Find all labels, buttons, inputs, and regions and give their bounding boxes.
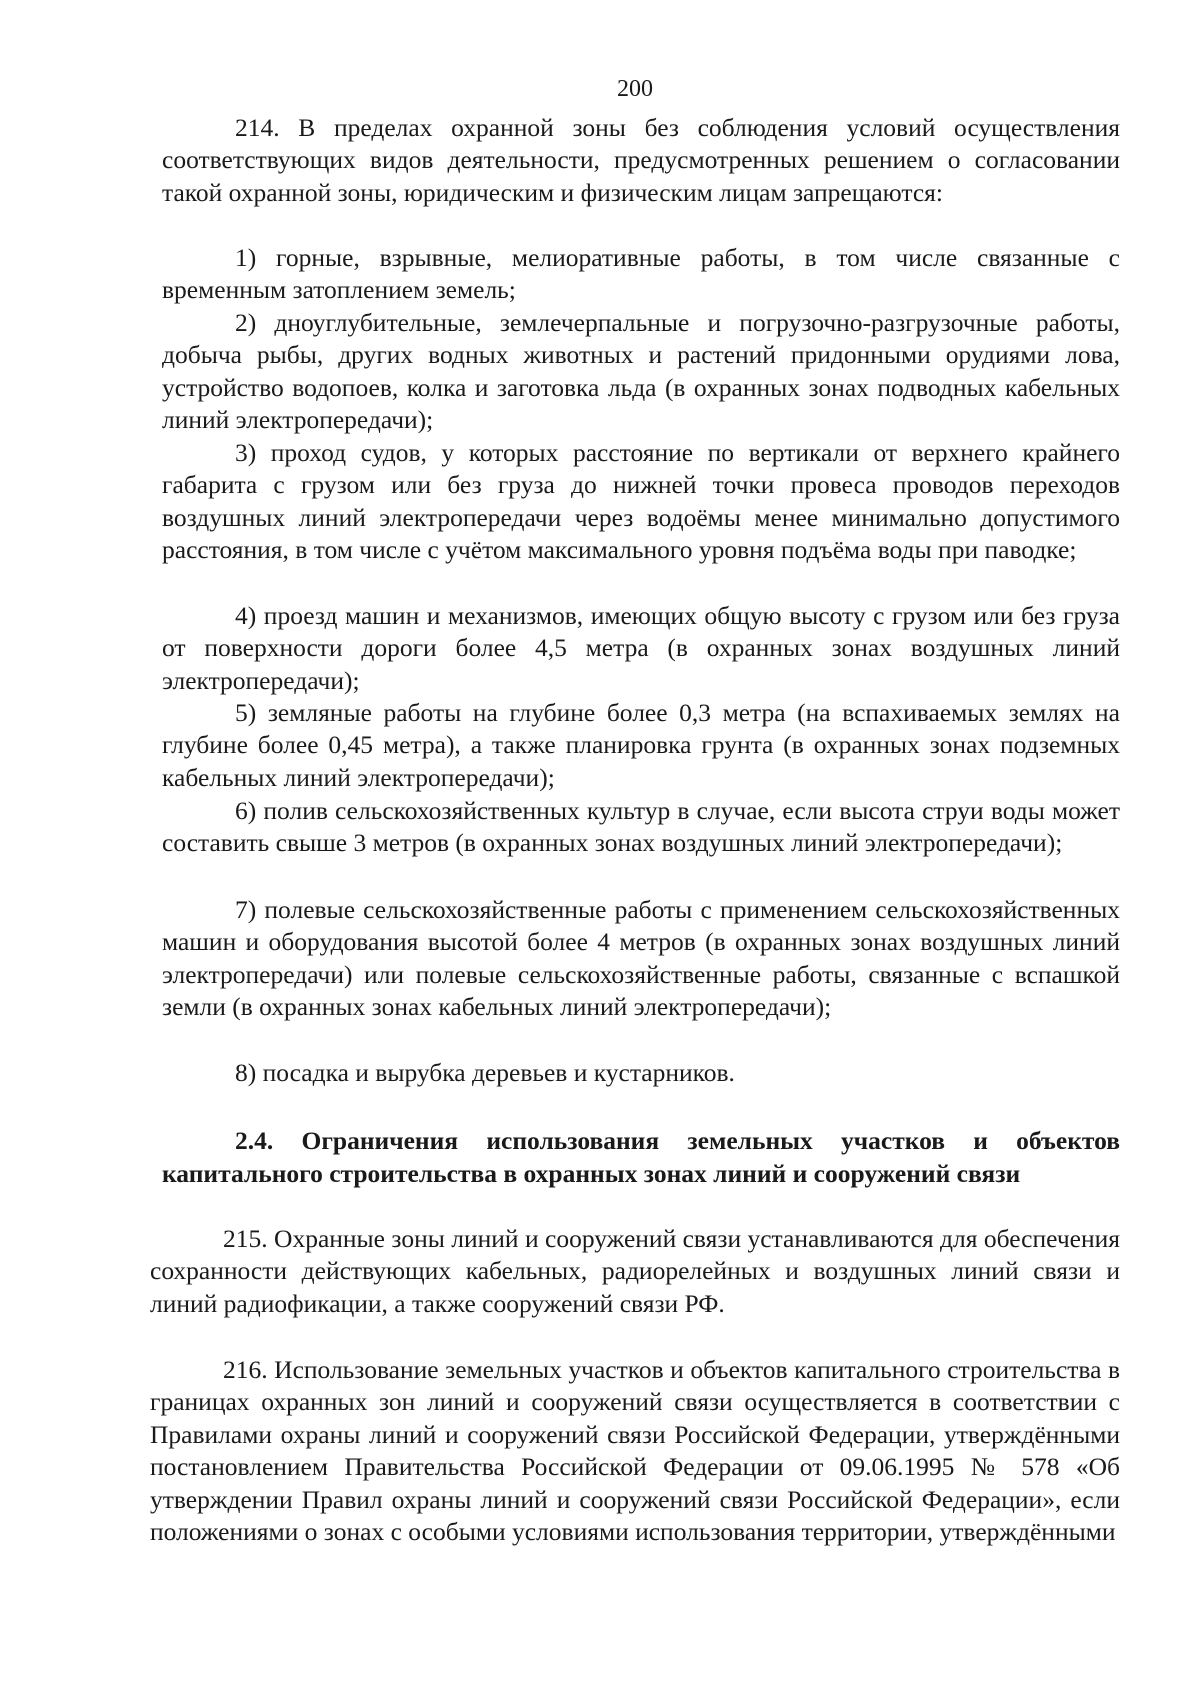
list-item-2: 2) дноуглубительные, землечерпальные и погрузочно-разгрузочные работы, добыча рыбы, других водных животных и растений придонными орудиями лова, устройство водопоев, колка и заготовка льда (в охранных зонах подводных кабельных линий электропередачи);	[162, 308, 1120, 435]
page-number: 200	[617, 76, 653, 102]
list-item-3: 3) проход судов, у которых расстояние по вертикали от верхнего крайнего габарита с грузом или без груза до нижней точки провеса проводов переходов воздушных линий электропередачи через водоёмы менее минимально допустимого расстояния, в том числе с учётом максимального уровня подъёма воды при паводке;	[162, 438, 1120, 565]
list-item-5: 5) земляные работы на глубине более 0,3 метра (на вспахиваемых землях на глубине более 0,45 метра), а также планировка грунта (в охранных зонах подземных кабельных линий электропередачи);	[162, 698, 1120, 792]
paragraph-216: 216. Использование земельных участков и объектов капитального строительства в границах охранных зон линий и сооружений связи осуществляется в соответствии с Правилами охраны линий и сооружений связи Российской Федерации, утверждёнными постановлением Правительства Российской Федерации от 09.06.1995 № 578 «Об утверждении Правил охраны линий и сооружений связи Российской Федерации», если положениями о зонах с особыми условиями использования территории, утверждёнными	[150, 1355, 1120, 1547]
paragraph-215: 215. Охранные зоны линий и сооружений связи устанавливаются для обеспечения сохранности действующих кабельных, радиорелейных и воздушных линий связи и линий радиофикации, а также сооружений связи РФ.	[150, 1224, 1120, 1318]
section-heading-2-4: 2.4. Ограничения использования земельных участков и объектов капитального строительства в охранных зонах линий и сооружений связи	[162, 1126, 1120, 1188]
list-item-4: 4) проезд машин и механизмов, имеющих общую высоту с грузом или без груза от поверхности дороги более 4,5 метра (в охранных зонах воздушных линий электропередачи);	[162, 601, 1120, 695]
list-item-1: 1) горные, взрывные, мелиоративные работы, в том числе связанные с временным затоплением земель;	[162, 243, 1120, 305]
paragraph-214: 214. В пределах охранной зоны без соблюдения условий осуществления соответствующих видов деятельности, предусмотренных решением о согласовании такой охранной зоны, юридическим и физическим лицам запрещаются:	[162, 113, 1120, 207]
list-item-6: 6) полив сельскохозяйственных культур в случае, если высота струи воды может составить свыше 3 метров (в охранных зонах воздушных линий электропередачи);	[162, 796, 1120, 858]
list-item-7: 7) полевые сельскохозяйственные работы с применением сельскохозяйственных машин и оборудования высотой более 4 метров (в охранных зонах воздушных линий электропередачи) или полевые сельскохозяйственные работы, связанные с вспашкой земли (в охранных зонах кабельных линий электропередачи);	[162, 895, 1120, 1022]
list-item-8: 8) посадка и вырубка деревьев и кустарников.	[235, 1058, 735, 1087]
